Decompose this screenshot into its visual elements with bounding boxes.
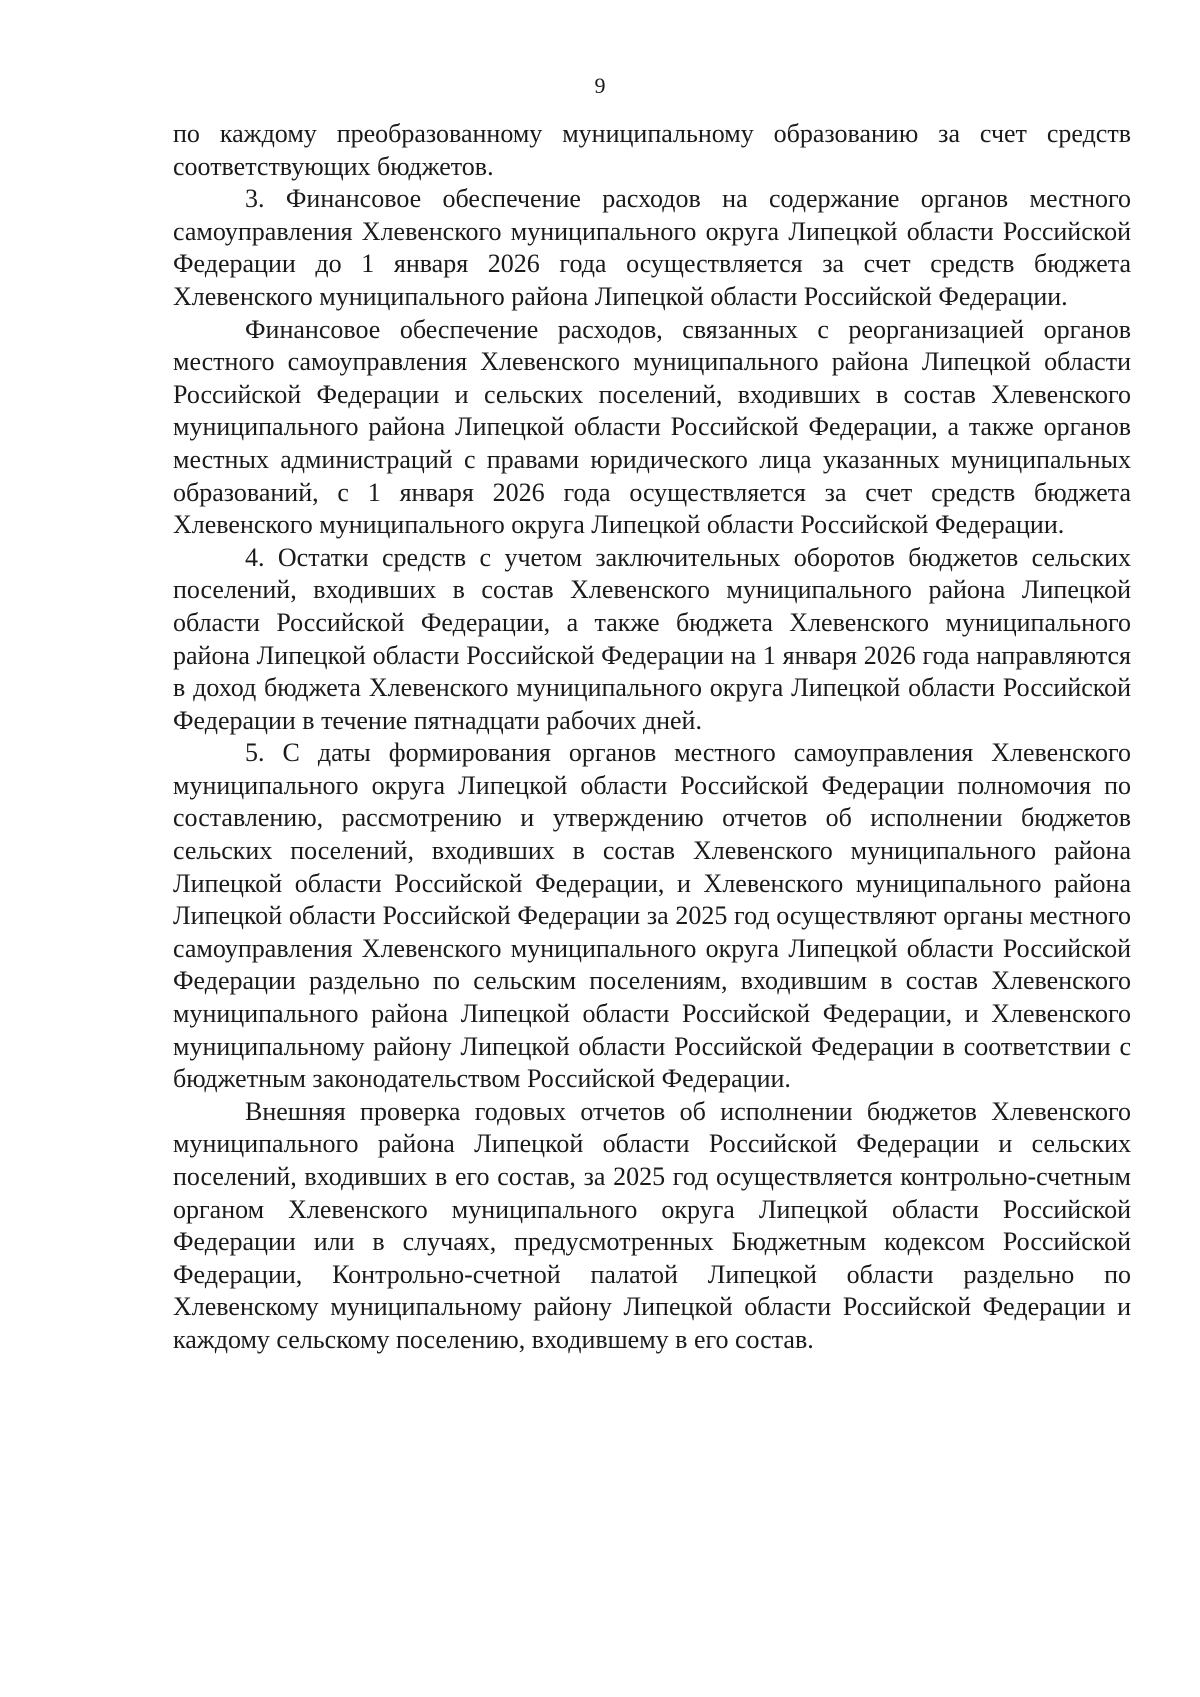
paragraph-item-5: 5. С даты формирования органов местного самоуправления Хлевенского муниципального округа Липецкой области Российской Федерации полномочия по составлению, рассмотрению и утверждению отчетов об исполнении бюджетов сельских поселений, входивших в состав Хлевенского муниципального района Липецкой области Российской Федерации, и Хлевенского муниципального района Липецкой области Российской Федерации за 2025 год осуществляют органы местного самоуправления Хлевенского муниципального округа Липецкой области Российской Федерации раздельно по сельским поселениям, входившим в состав Хлевенского муниципального района Липецкой области Российской Федерации, и Хлевенского муниципальному району Липецкой области Российской Федерации в соответствии с бюджетным законодательством Российской Федерации. [173, 738, 1131, 1094]
document-body [173, 118, 1131, 1357]
paragraph-item-5-audit: Внешняя проверка годовых отчетов об исполнении бюджетов Хлевенского муниципального района Липецкой области Российской Федерации и сельских поселений, входивших в его состав, за 2025 год осуществляется контрольно-счетным органом Хлевенского муниципального округа Липецкой области Российской Федерации или в случаях, предусмотренных Бюджетным кодексом Российской Федерации, Контрольно-счетной палатой Липецкой области раздельно по Хлевенскому муниципальному району Липецкой области Российской Федерации и каждому сельскому поселению, входившему в его состав. [173, 1096, 1131, 1354]
paragraph-item-3: 3. Финансовое обеспечение расходов на содержание органов местного самоуправления Хлевенского муниципального округа Липецкой области Российской Федерации до 1 января 2026 года осуществляется за счет средств бюджета Хлевенского муниципального района Липецкой области Российской Федерации. [173, 184, 1131, 311]
paragraph-item-4: 4. Остатки средств с учетом заключительных оборотов бюджетов сельских поселений, входивших в состав Хлевенского муниципального района Липецкой области Российской Федерации, а также бюджета Хлевенского муниципального района Липецкой области Российской Федерации на 1 января 2026 года направляются в доход бюджета Хлевенского муниципального округа Липецкой области Российской Федерации в течение пятнадцати рабочих дней. [173, 542, 1131, 735]
page-number: 9 [594, 73, 606, 98]
paragraph-item-3-financing: Финансовое обеспечение расходов, связанных с реорганизацией органов местного самоуправления Хлевенского муниципального района Липецкой области Российской Федерации и сельских поселений, входивших в состав Хлевенского муниципального района Липецкой области Российской Федерации, а также органов местных администраций с правами юридического лица указанных муниципальных образований, с 1 января 2026 года осуществляется за счет средств бюджета Хлевенского муниципального округа Липецкой области Российской Федерации. [173, 314, 1131, 540]
paragraph-continuation: по каждому преобразованному муниципальному образованию за счет средств соответствующих бюджетов. [173, 119, 1131, 181]
